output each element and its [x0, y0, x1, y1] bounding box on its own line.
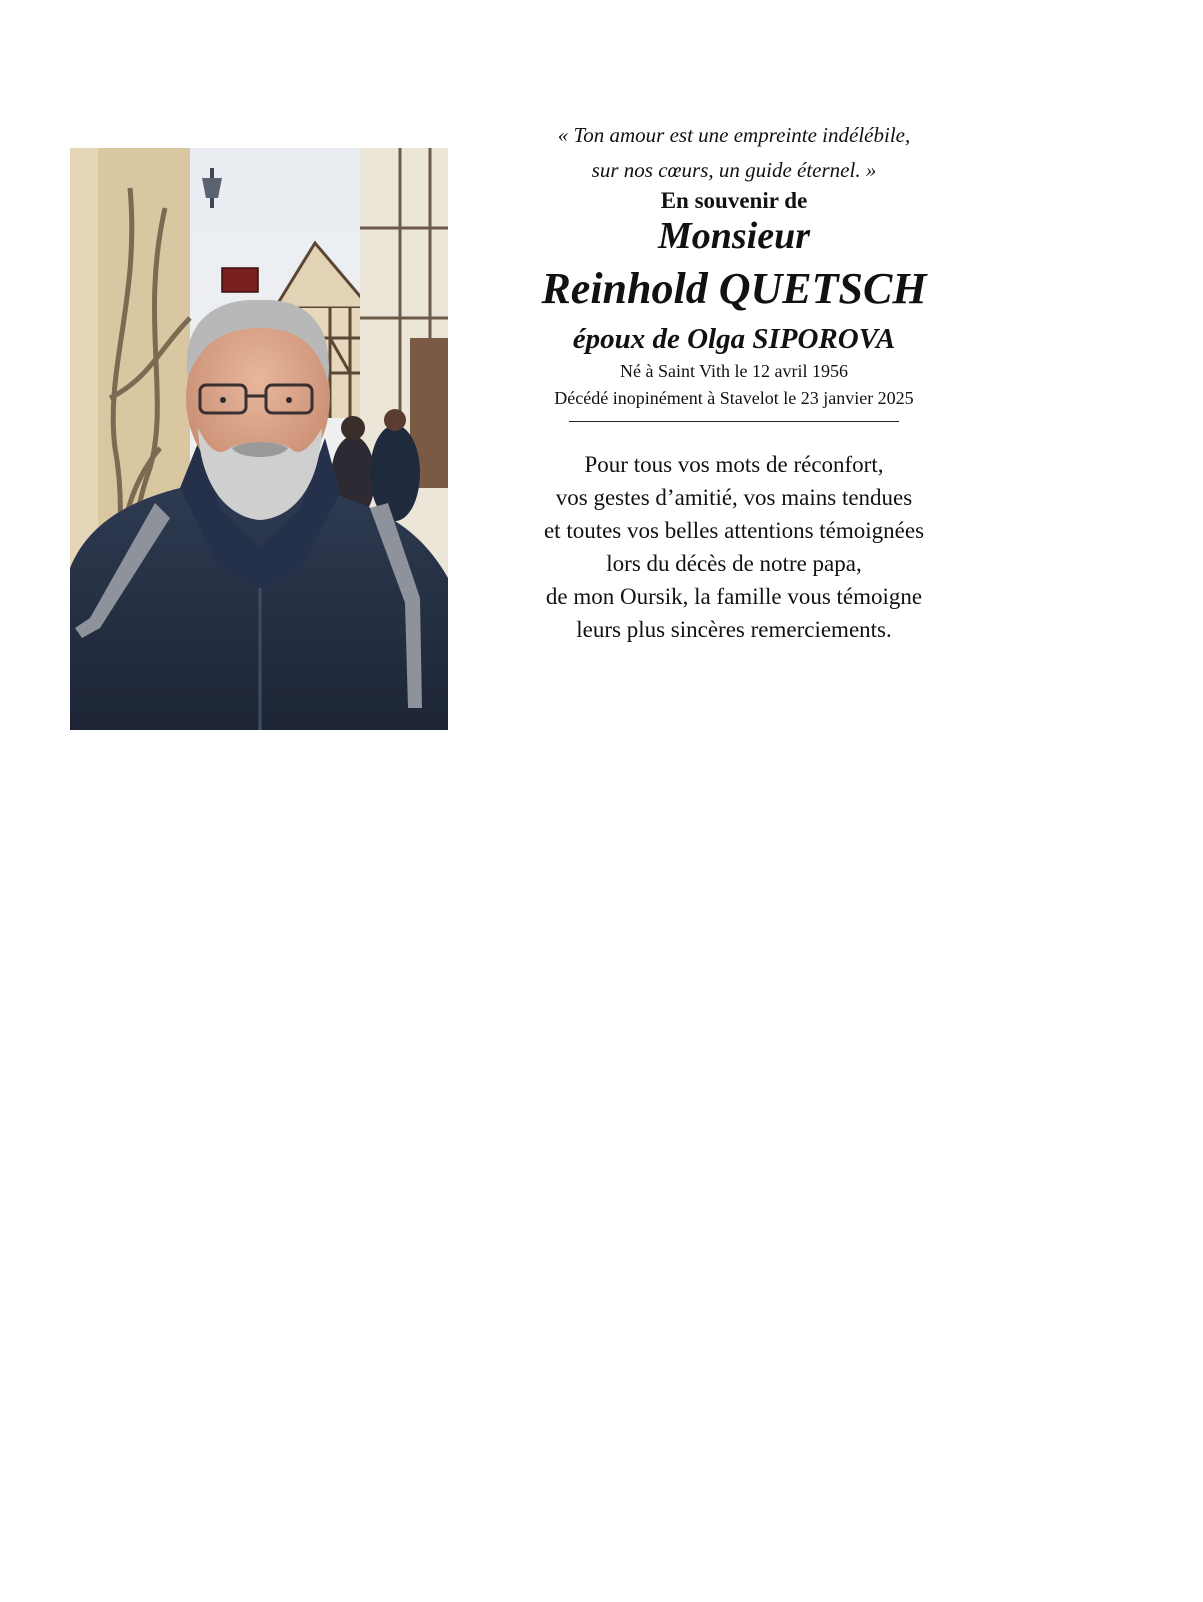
thank-you-message — [500, 448, 968, 646]
spouse-line: époux de Olga SIPOROVA — [572, 323, 896, 355]
honorific-title: Monsieur — [657, 215, 811, 257]
birth-line: Né à Saint Vith le 12 avril 1956 — [619, 361, 849, 381]
message-line: leurs plus sincères remerciements. — [576, 617, 892, 642]
quote-line-2: sur nos cœurs, un guide éternel. » — [591, 158, 877, 182]
death-line: Décédé inopinément à Stavelot le 23 janvier 2025 — [554, 388, 914, 408]
souvenir-heading: En souvenir de — [660, 188, 808, 213]
memorial-text — [500, 118, 968, 646]
message-line: vos gestes d’amitié, vos mains tendues — [555, 485, 913, 510]
message-line: Pour tous vos mots de réconfort, — [584, 452, 884, 477]
message-line: et toutes vos belles attentions témoignées — [543, 518, 925, 543]
quote-line-1: « Ton amour est une empreinte indélébile, — [557, 123, 911, 147]
portrait-illustration — [70, 148, 448, 730]
divider-line — [569, 421, 899, 422]
message-line: de mon Oursik, la famille vous témoigne — [545, 584, 923, 609]
inn-sign — [222, 268, 258, 292]
message-line: lors du décès de notre papa, — [606, 551, 862, 576]
portrait-photo — [70, 148, 448, 730]
deceased-name: Reinhold QUETSCH — [541, 264, 927, 313]
